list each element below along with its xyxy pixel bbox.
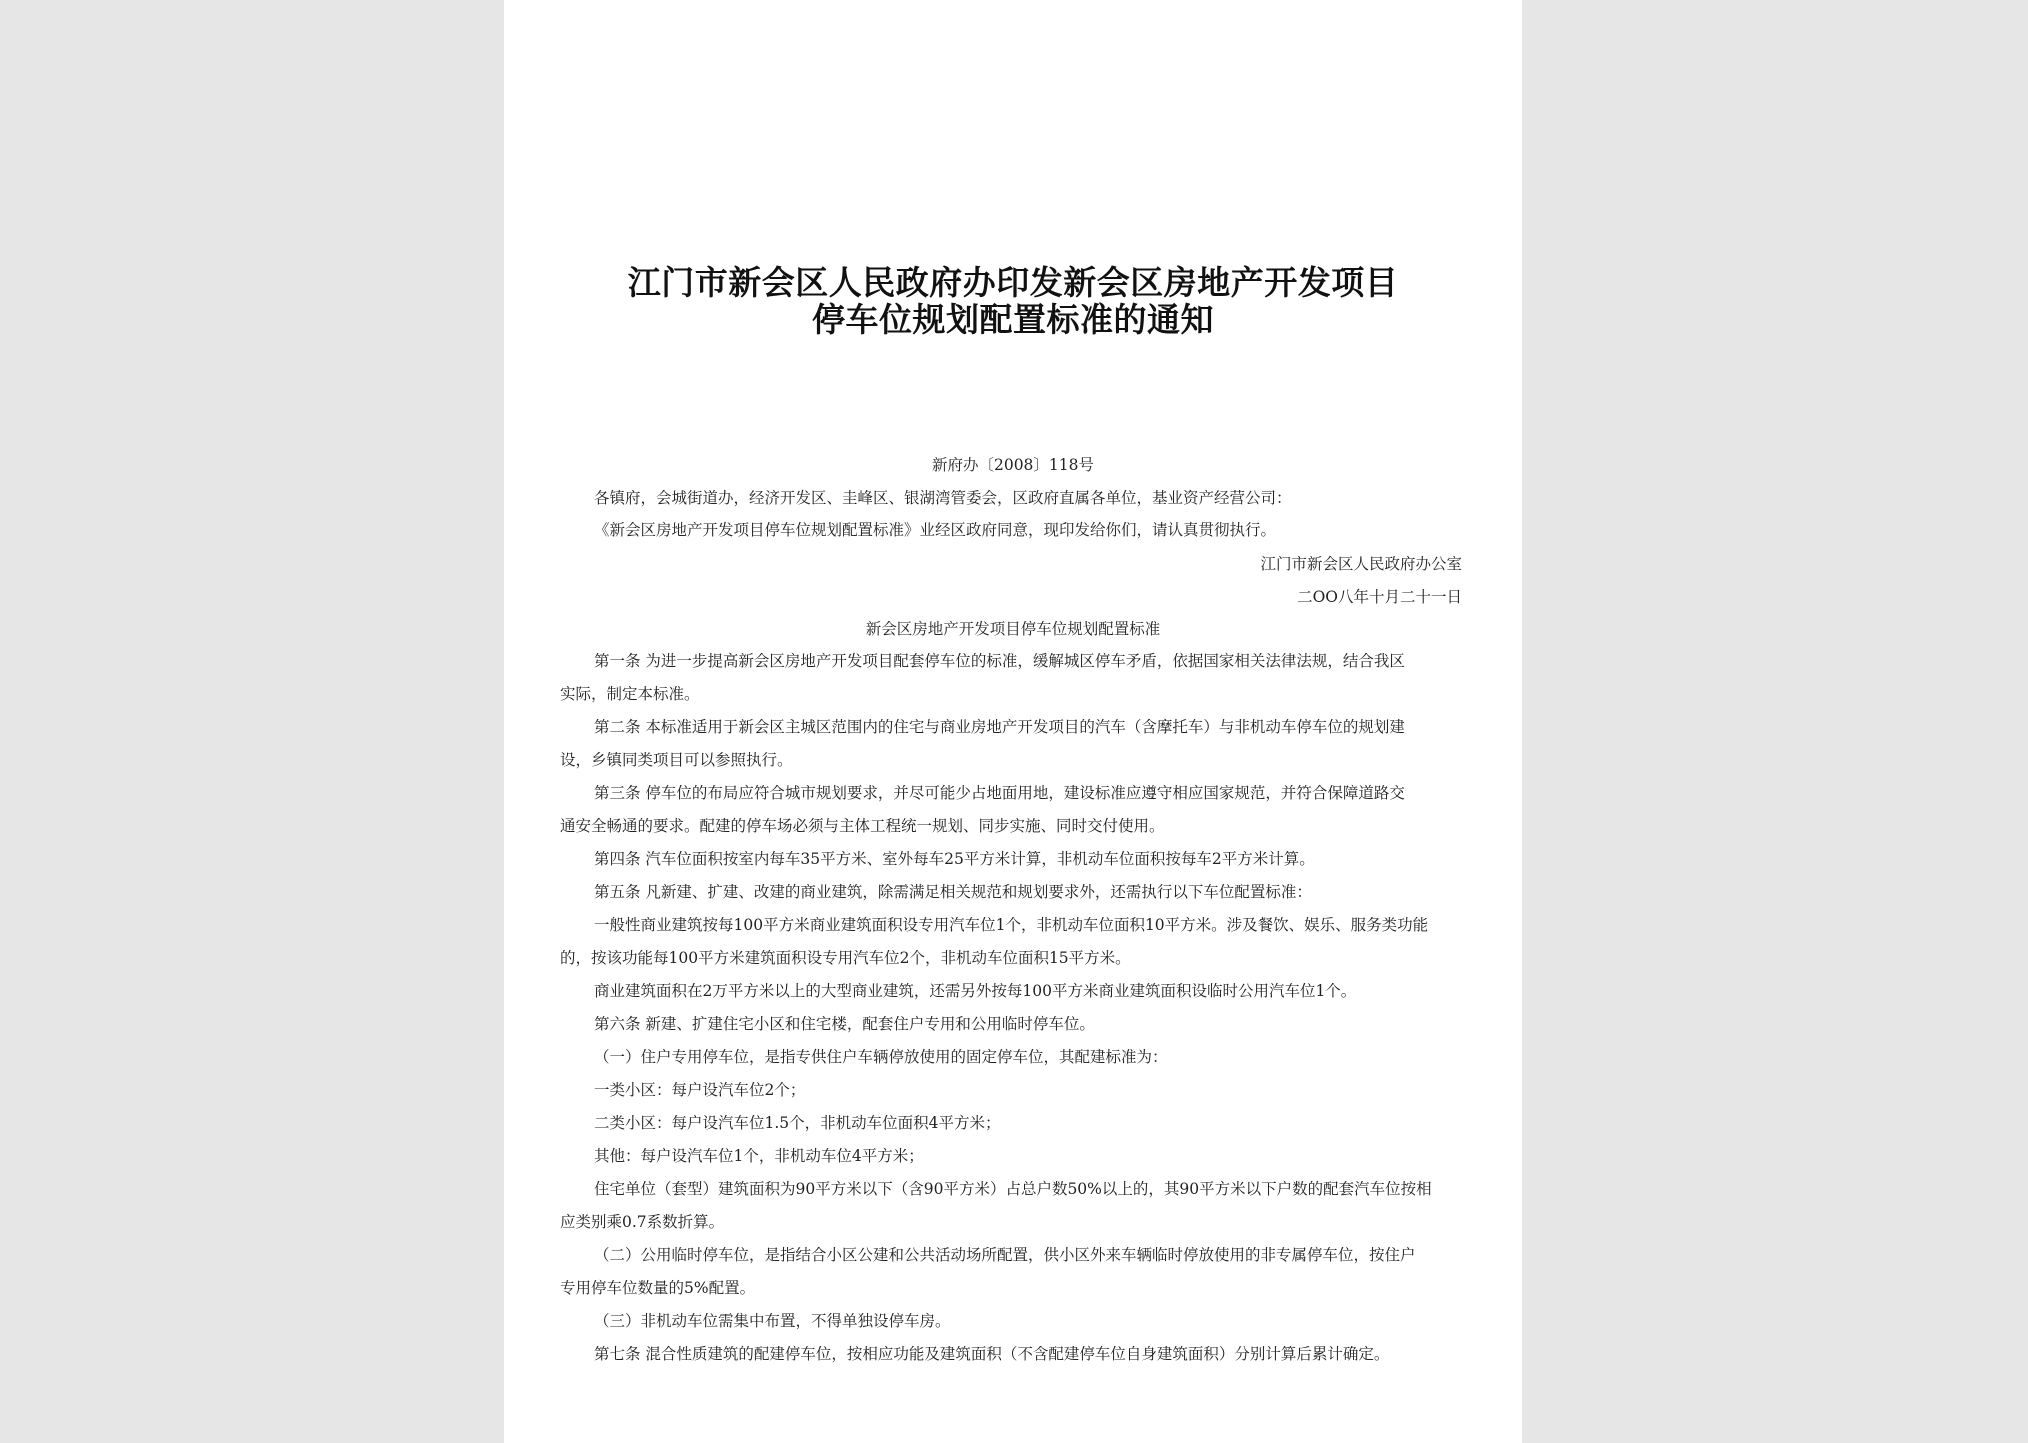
paragraph-line: 设，乡镇同类项目可以参照执行。 [560,751,793,769]
addressees: 各镇府，会城街道办，经济开发区、圭峰区、银湖湾管委会，区政府直属各单位，基业资产经营公司： [594,489,1292,507]
paragraph-line: 的，按该功能每100平方米建筑面积设专用汽车位2个，非机动车位面积15平方米。 [560,949,1131,967]
issuer: 江门市新会区人民政府办公室 [1260,555,1462,573]
paragraph-line: 应类别乘0.7系数折算。 [560,1213,725,1231]
document-title-line-1: 江门市新会区人民政府办印发新会区房地产开发项目 [627,263,1399,302]
paragraph-line: 第四条 汽车位面积按室内每车35平方米、室外每车25平方米计算，非机动车位面积按每车2平方米计算。 [594,850,1315,868]
paragraph-line: 第五条 凡新建、扩建、改建的商业建筑，除需满足相关规范和规划要求外，还需执行以下车位配置标准： [594,883,1312,901]
paragraph-line: 一般性商业建筑按每100平方米商业建筑面积设专用汽车位1个，非机动车位面积10平方米。涉及餐饮、娱乐、服务类功能 [594,916,1429,934]
issue-date: 二ОО八年十月二十一日 [1297,588,1462,606]
paragraph-line: （三）非机动车位需集中布置，不得单独设停车房。 [594,1312,951,1330]
paragraph-line: 一类小区：每户设汽车位2个； [594,1081,806,1099]
document-page [504,0,1522,1443]
paragraph-line: （一）住户专用停车位，是指专供住户车辆停放使用的固定停车位，其配建标准为： [594,1048,1168,1066]
paragraph-line: 第六条 新建、扩建住宅小区和住宅楼，配套住户专用和公用临时停车位。 [594,1015,1095,1033]
paragraph-line: 二类小区：每户设汽车位1.5个，非机动车位面积4平方米； [594,1114,1001,1132]
document-number: 新府办〔2008〕118号 [931,456,1095,474]
document-title-line-2: 停车位规划配置标准的通知 [812,300,1214,339]
paragraph-line: 商业建筑面积在2万平方米以上的大型商业建筑，还需另外按每100平方米商业建筑面积设临时公用汽车位1个。 [594,982,1357,1000]
paragraph-line: （二）公用临时停车位，是指结合小区公建和公共活动场所配置，供小区外来车辆临时停放使用的非专属停车位，按住户 [594,1246,1416,1264]
paragraph-line: 第二条 本标准适用于新会区主城区范围内的住宅与商业房地产开发项目的汽车（含摩托车）与非机动车停车位的规划建 [594,718,1405,736]
paragraph-line: 其他：每户设汽车位1个，非机动车位4平方米； [594,1147,924,1165]
paragraph-line: 第一条 为进一步提高新会区房地产开发项目配套停车位的标准，缓解城区停车矛盾，依据国家相关法律法规，结合我区 [594,652,1405,670]
paragraph-line: 第三条 停车位的布局应符合城市规划要求，并尽可能少占地面用地，建设标准应遵守相应国家规范，并符合保障道路交 [594,784,1405,802]
paragraph-line: 通安全畅通的要求。配建的停车场必须与主体工程统一规划、同步实施、同时交付使用。 [560,817,1165,835]
paragraph-line: 第七条 混合性质建筑的配建停车位，按相应功能及建筑面积（不含配建停车位自身建筑面积）分别计算后累计确定。 [594,1345,1390,1363]
notice-body: 《新会区房地产开发项目停车位规划配置标准》业经区政府同意，现印发给你们，请认真贯彻执行。 [594,521,1277,539]
paragraph-line: 实际，制定本标准。 [560,685,700,703]
standard-title: 新会区房地产开发项目停车位规划配置标准 [865,620,1161,638]
paragraph-line: 专用停车位数量的5%配置。 [560,1279,756,1297]
paragraph-line: 住宅单位（套型）建筑面积为90平方米以下（含90平方米）占总户数50%以上的，其90平方米以下户数的配套汽车位按相 [594,1180,1432,1198]
